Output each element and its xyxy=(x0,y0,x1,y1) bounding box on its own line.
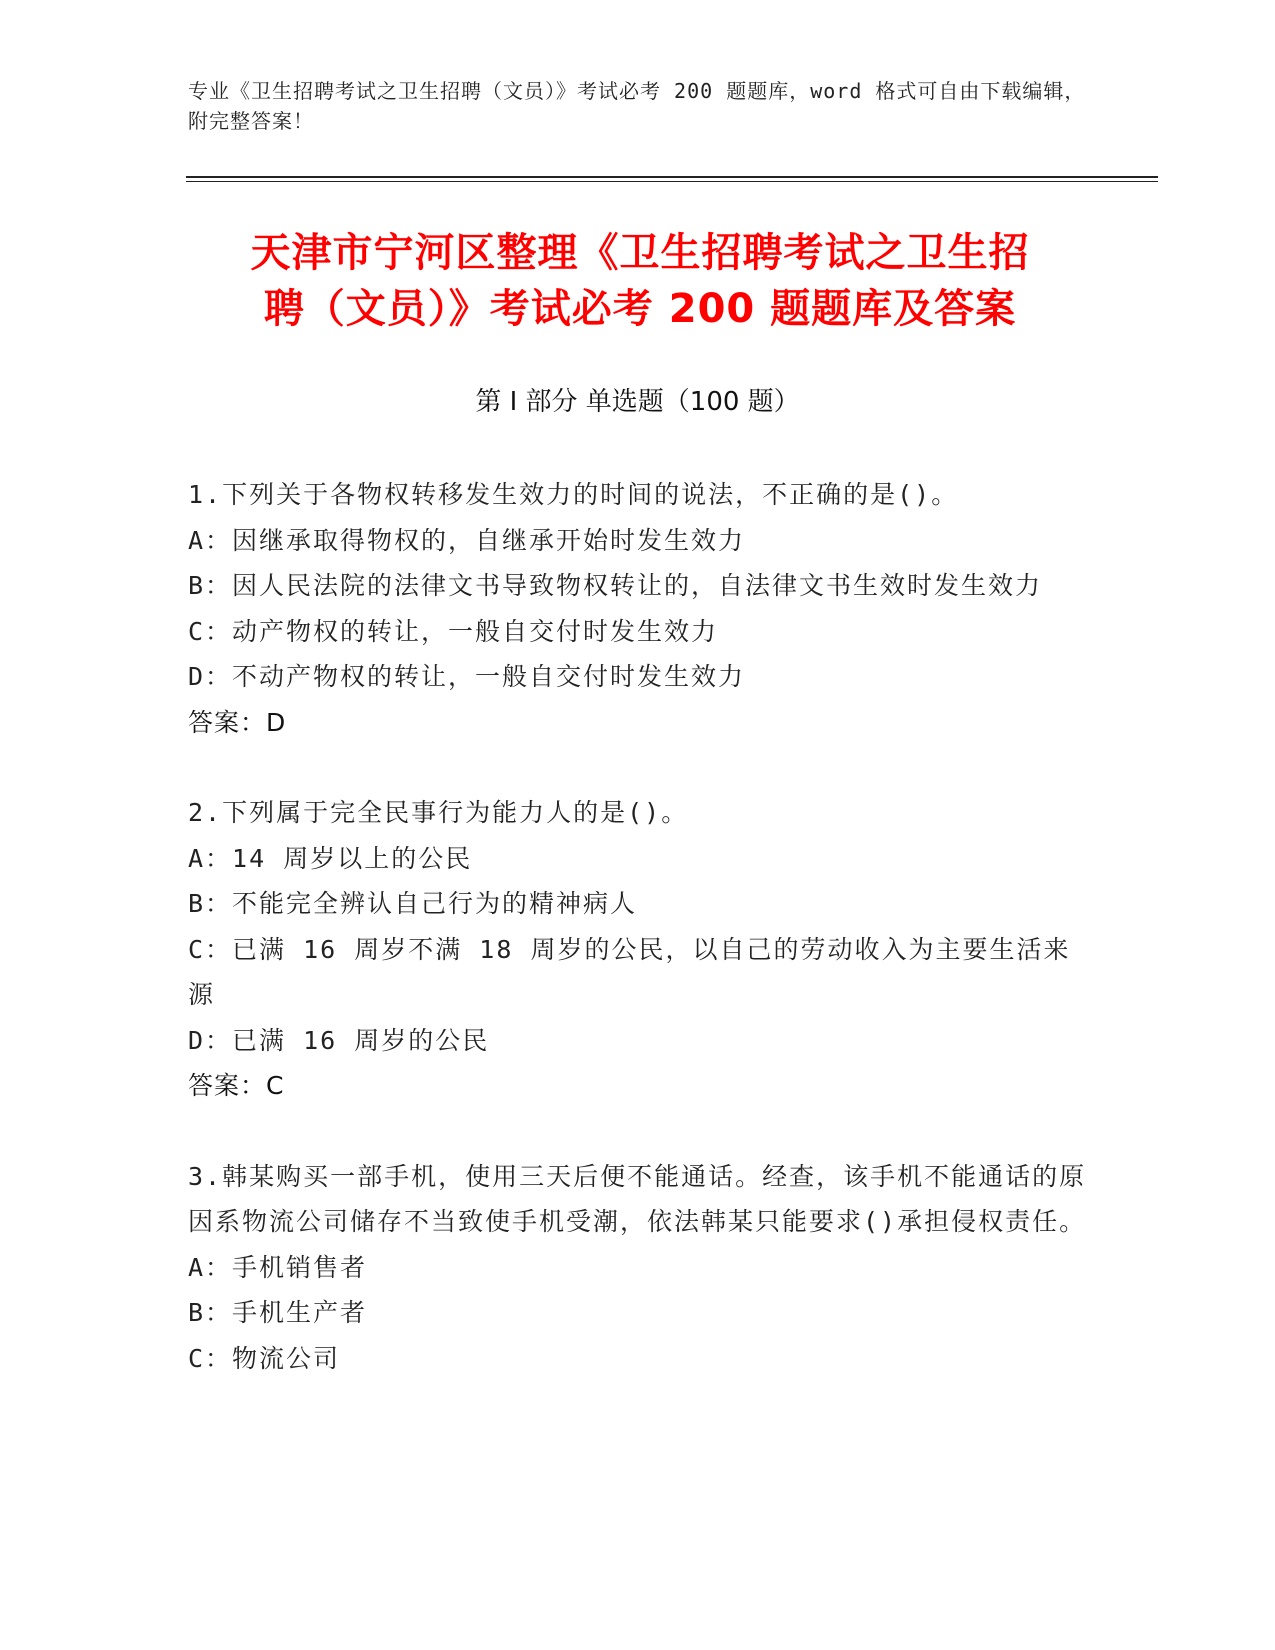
header-divider-thin xyxy=(186,181,1158,182)
question-list xyxy=(188,472,1088,1426)
document-title xyxy=(160,225,1120,337)
option-c: C：已满 16 周岁不满 18 周岁的公民，以自己的劳动收入为主要生活来源 xyxy=(188,934,1071,1009)
option-b: B：不能完全辨认自己行为的精神病人 xyxy=(188,889,638,918)
answer-line: 答案：D xyxy=(188,707,287,737)
answer-line: 答案：C xyxy=(188,1071,285,1100)
question-stem: 2.下列属于完全民事行为能力人的是()。 xyxy=(188,798,689,827)
option-a: A：手机销售者 xyxy=(188,1252,368,1282)
question-1 xyxy=(188,472,1088,745)
title-line-1: 天津市宁河区整理《卫生招聘考试之卫生招 xyxy=(250,230,1030,276)
title-line-2: 聘（文员）》考试必考 200 题题库及答案 xyxy=(263,286,1017,332)
header-note: 专业《卫生招聘考试之卫生招聘（文员）》考试必考 200 题题库，word 格式可自由下载编辑，附完整答案！ xyxy=(188,79,1086,133)
option-a: A：14 周岁以上的公民 xyxy=(188,843,473,873)
question-stem: 1.下列关于各物权转移发生效力的时间的说法，不正确的是()。 xyxy=(188,480,959,509)
section-heading: 第 I 部分 单选题（100 题） xyxy=(475,387,800,417)
option-a: A：因继承取得物权的，自继承开始时发生效力 xyxy=(188,525,746,555)
option-b: B：因人民法院的法律文书导致物权转让的，自法律文书生效时发生效力 xyxy=(188,571,1043,600)
question-stem: 3.韩某购买一部手机，使用三天后便不能通话。经查，该手机不能通话的原因系物流公司储存不当致使手机受潮，依法韩某只能要求()承担侵权责任。 xyxy=(188,1161,1087,1236)
question-2 xyxy=(188,790,1088,1109)
option-b: B：手机生产者 xyxy=(188,1298,368,1327)
question-3 xyxy=(188,1154,1088,1382)
option-d: D：已满 16 周岁的公民 xyxy=(188,1025,490,1055)
option-c: C：动产物权的转让，一般自交付时发生效力 xyxy=(188,616,719,646)
header-divider-thick xyxy=(186,176,1158,178)
option-d: D：不动产物权的转让，一般自交付时发生效力 xyxy=(188,662,746,691)
option-c: C：物流公司 xyxy=(188,1343,341,1373)
